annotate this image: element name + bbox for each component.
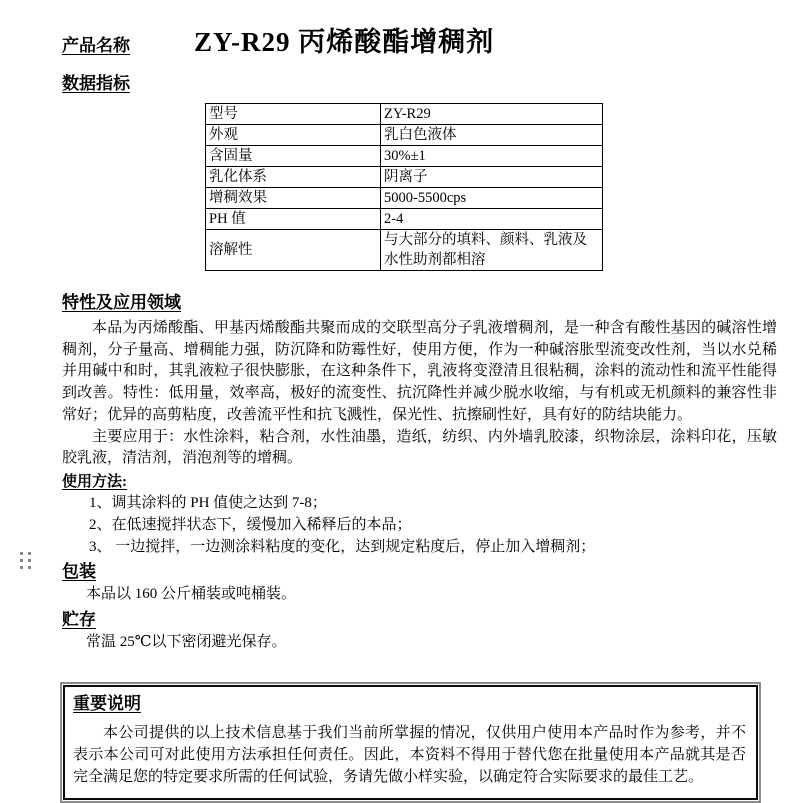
table-row <box>206 146 603 167</box>
important-notice-box <box>60 682 761 803</box>
section-packaging-heading-wrap <box>62 561 777 583</box>
spec-key: 含固量 <box>206 146 381 167</box>
spec-key: 型号 <box>206 104 381 125</box>
features-body <box>62 318 777 470</box>
spec-key: 乳化体系 <box>206 167 381 188</box>
table-row <box>206 125 603 146</box>
page-title: ZY-R29 丙烯酸酯增稠剂 <box>194 27 495 57</box>
storage-heading: 贮存 <box>62 609 96 629</box>
usage-step: 3、 一边搅拌，一边测涂料粘度的变化，达到规定粘度后，停止加入增稠剂； <box>89 538 596 555</box>
section-storage-heading-wrap <box>62 609 777 631</box>
usage-step: 1、调其涂料的 PH 值使之达到 7-8； <box>89 494 327 511</box>
spec-value: 30%±1 <box>381 146 603 167</box>
usage-heading: 使用方法: <box>62 473 127 490</box>
spec-key: 溶解性 <box>206 230 381 271</box>
document-content <box>62 0 777 803</box>
data-metrics-heading: 数据指标 <box>62 74 130 93</box>
spec-value: 2-4 <box>381 209 603 230</box>
section-data-metrics-heading-wrap <box>62 73 777 95</box>
spec-key: PH 值 <box>206 209 381 230</box>
features-heading: 特性及应用领域 <box>62 293 181 312</box>
product-name-label: 产品名称 <box>62 36 130 55</box>
table-row <box>206 188 603 209</box>
spec-value: 5000-5500cps <box>381 188 603 209</box>
packaging-heading: 包装 <box>62 562 96 582</box>
spec-table <box>205 103 603 271</box>
usage-step: 2、在低速搅拌状态下，缓慢加入稀释后的本品； <box>89 516 412 533</box>
section-usage-heading-wrap <box>62 472 777 493</box>
section-features-heading-wrap <box>62 292 777 314</box>
spec-value: 与大部分的填料、颜料、乳液及水性助剂都相溶 <box>381 230 603 271</box>
storage-text: 常温 25℃以下密闭避光保存。 <box>86 633 287 650</box>
drag-dots-icon[interactable] <box>20 552 32 571</box>
spec-value: 乳白色液体 <box>381 125 603 146</box>
features-paragraph: 本品为丙烯酸酯、甲基丙烯酸酯共聚而成的交联型高分子乳液增稠剂，是一种含有酸性基因的碱溶性增稠剂，分子量高、增稠能力强，防沉降和防霉性好，使用方便，作为一种碱溶胀型流变改性剂，当以水兑稀并用碱中和时，其乳液粒子很快膨胀，在这种条件下，乳液将变澄清且很粘稠，涂料的流动性和流平性能得到改善。特性：低用量，效率高，极好的流变性、抗沉降性并减少脱水收缩，与有机或无机颜料的兼容性非常好；优异的高剪粘度，改善流平性和抗飞溅性，保光性、抗擦刷性好，具有好的防结块能力。 <box>62 320 777 423</box>
spec-key: 外观 <box>206 125 381 146</box>
important-heading: 重要说明 <box>73 694 141 714</box>
spec-value: 阴离子 <box>381 167 603 188</box>
table-row <box>206 209 603 230</box>
applications-paragraph: 主要应用于：水性涂料，粘合剂，水性油墨，造纸，纺织、内外墙乳胶漆，织物涂层，涂料印花，压敏胶乳液，清洁剂，消泡剂等的增稠。 <box>62 428 777 467</box>
spec-value: ZY-R29 <box>381 104 603 125</box>
table-row <box>206 104 603 125</box>
spec-key: 增稠效果 <box>206 188 381 209</box>
important-notice-inner <box>63 685 758 800</box>
packaging-text: 本品以 160 公斤桶装或吨桶装。 <box>86 586 297 603</box>
product-header <box>62 0 777 58</box>
usage-list <box>62 493 777 558</box>
table-row <box>206 167 603 188</box>
important-text: 本公司提供的以上技术信息基于我们当前所掌握的情况，仅供用户使用本产品时作为参考，并不表示本公司可对此使用方法承担任何责任。因此，本资料不得用于替代您在批量使用本产品就其是否完全满足您的特定要求所需的任何试验，务请先做小样实验，以确定符合实际要求的最佳工艺。 <box>73 725 746 785</box>
table-row <box>206 230 603 271</box>
